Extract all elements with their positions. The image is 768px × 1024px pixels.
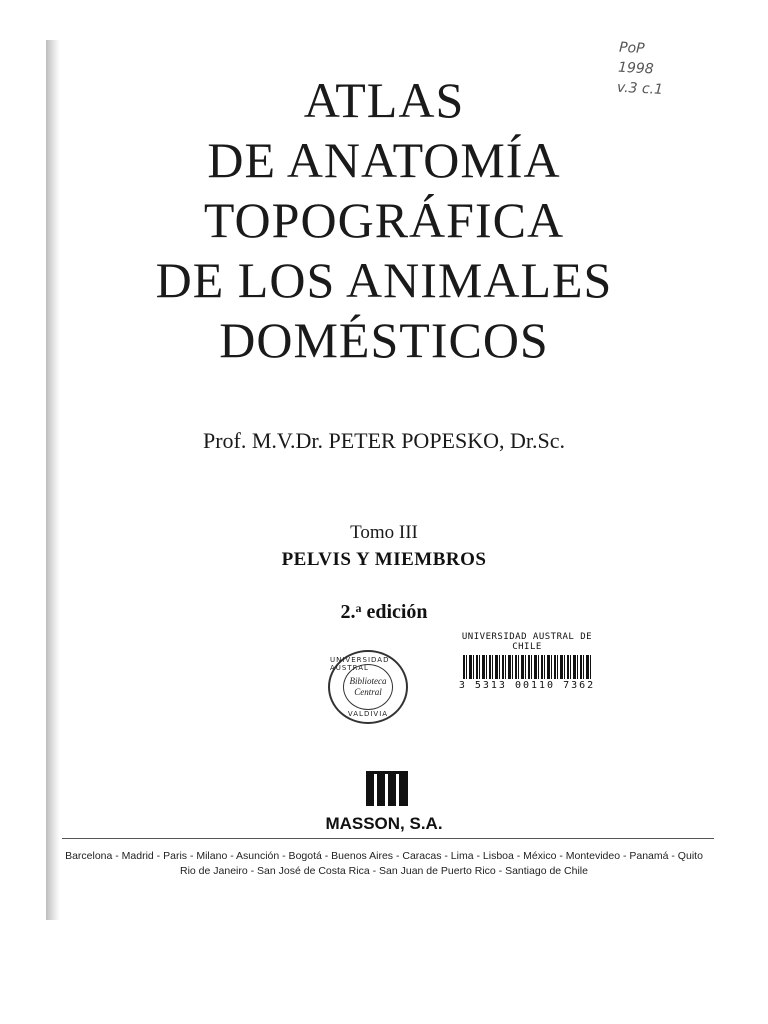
- title-line: DE ANATOMÍA: [207, 132, 561, 188]
- barcode-number: 3 5313 00110 7362: [458, 680, 596, 691]
- masson-logo-icon: [366, 766, 408, 806]
- title-line: ATLAS: [303, 72, 465, 128]
- handwritten-note-line: PoP: [618, 39, 645, 57]
- barcode-label: [452, 632, 602, 691]
- edition: [0, 601, 768, 624]
- cities-line: Barcelona - Madrid - Paris - Milano - Asunción - Bogotá - Buenos Aires - Caracas - Lima - Lisboa - México - Montevideo - Panamá - Quito: [65, 850, 703, 862]
- library-stamp: [328, 650, 408, 724]
- edition-superscript: a: [355, 601, 362, 615]
- stamp-ring-top: UNIVERSIDAD AUSTRAL: [330, 656, 390, 672]
- stamp-center-line: Biblioteca: [349, 676, 387, 686]
- title-line: TOPOGRÁFICA: [203, 192, 565, 248]
- author: Prof. M.V.Dr. PETER POPESKO, Dr.Sc.: [202, 428, 566, 453]
- edition-number: 2.: [340, 601, 356, 623]
- stamp-ring-bottom: VALDIVIA: [347, 710, 389, 718]
- handwritten-note-line: v.3 c.1: [616, 79, 664, 99]
- publisher-name: MASSON, S.A.: [325, 814, 443, 833]
- stamp-center-line: Central: [354, 687, 382, 697]
- title-line: DOMÉSTICOS: [219, 312, 549, 368]
- handwritten-note-line: 1998: [617, 59, 655, 78]
- barcode-institution: UNIVERSIDAD AUSTRAL DE CHILE: [461, 632, 593, 652]
- barcode-icon: [463, 655, 591, 679]
- divider: [62, 838, 714, 839]
- book-title: [0, 70, 768, 370]
- title-line: DE LOS ANIMALES: [155, 252, 613, 308]
- edition-label: edición: [366, 601, 428, 623]
- publisher-cities: [0, 849, 768, 879]
- cities-line: Rio de Janeiro - San José de Costa Rica - San Juan de Puerto Rico - Santiago de Chile: [180, 865, 588, 877]
- volume-subtitle: PELVIS Y MIEMBROS: [281, 549, 487, 570]
- volume-label: Tomo III: [350, 522, 418, 543]
